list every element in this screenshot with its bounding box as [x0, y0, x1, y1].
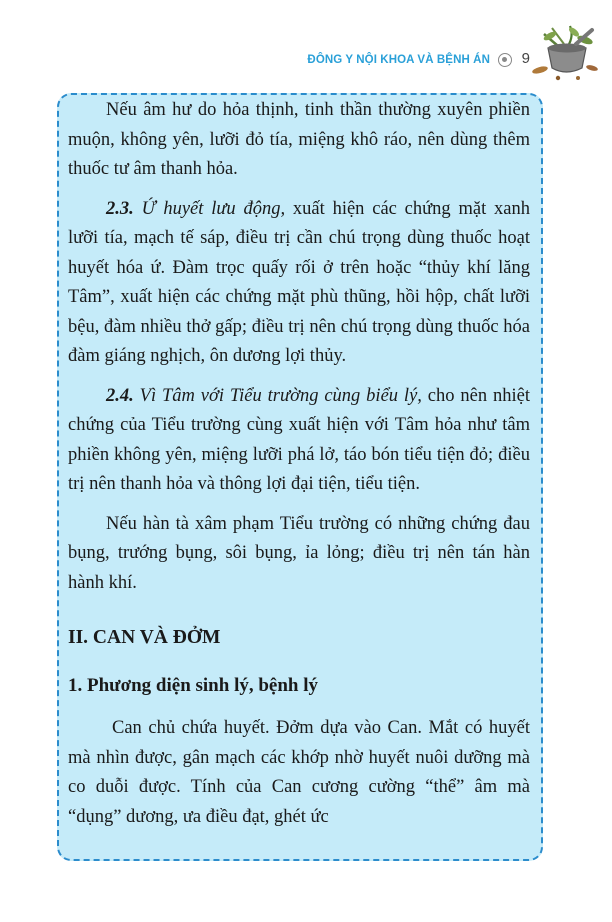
paragraph: Nếu âm hư do hỏa thịnh, tinh thần thường xuyên phiền muộn, không yên, lưỡi đỏ tía, miệng khô ráo, nên dùng thêm thuốc tư âm thanh hỏa.: [68, 100, 530, 179]
page-body: [68, 96, 530, 832]
herb-mortar-icon: [530, 24, 600, 82]
paragraph: Nếu hàn tà xâm phạm Tiểu trường có những chứng đau bụng, trướng bụng, sôi bụng, ỉa lỏng; điều trị nên tán hàn hành khí.: [68, 513, 530, 593]
header-circle-icon: [498, 53, 512, 67]
item-body: xuất hiện các chứng mặt xanh lưỡi tía, mạch tế sáp, điều trị cần chú trọng dùng thuốc hoạt huyết hóa ứ. Đàm trọc quấy rối ở trên hoặc “thủy khí lăng Tâm”, xuất hiện các chứng mặt phù thũng, hồi hộp, chất lưỡi bệu, đàm nhiều thở gấp; điều trị nên chú trọng dùng thuốc hóa đàm giáng nghịch, ôn dương lợi thủy.: [68, 198, 530, 366]
section-heading: II. CAN VÀ ĐỞM: [68, 627, 221, 648]
page-header: [300, 46, 600, 80]
paragraph-2-4: [68, 382, 530, 500]
paragraph: Can chủ chứa huyết. Đởm dựa vào Can. Mắt có huyết mà nhìn được, gân mạch các khớp nhờ huyết nuôi dưỡng mà co duỗi được. Tính của Can cương cường “thể” âm mà “dụng” dương, ưa điều đạt, ghét ức: [68, 718, 530, 827]
item-number: 2.4.: [106, 385, 134, 406]
item-title: Ứ huyết lưu động,: [141, 198, 286, 219]
paragraph-2-3: [68, 195, 530, 372]
subsection-heading: 1. Phương diện sinh lý, bệnh lý: [68, 675, 319, 696]
running-header-title: ĐÔNG Y NỘI KHOA VÀ BỆNH ÁN: [307, 54, 490, 66]
item-number: 2.3.: [106, 198, 134, 219]
item-title: Vì Tâm với Tiểu trường cùng biểu lý,: [139, 385, 422, 406]
page-number: 9: [521, 50, 530, 67]
item-body: cho nên nhiệt chứng của Tiểu trường cùng xuất hiện với Tâm hỏa như tâm phiền không yên, miệng lưỡi phá lở, táo bón tiểu tiện đỏ; điều trị nên thanh hỏa và thông lợi đại tiện, tiểu tiện.: [68, 385, 530, 494]
